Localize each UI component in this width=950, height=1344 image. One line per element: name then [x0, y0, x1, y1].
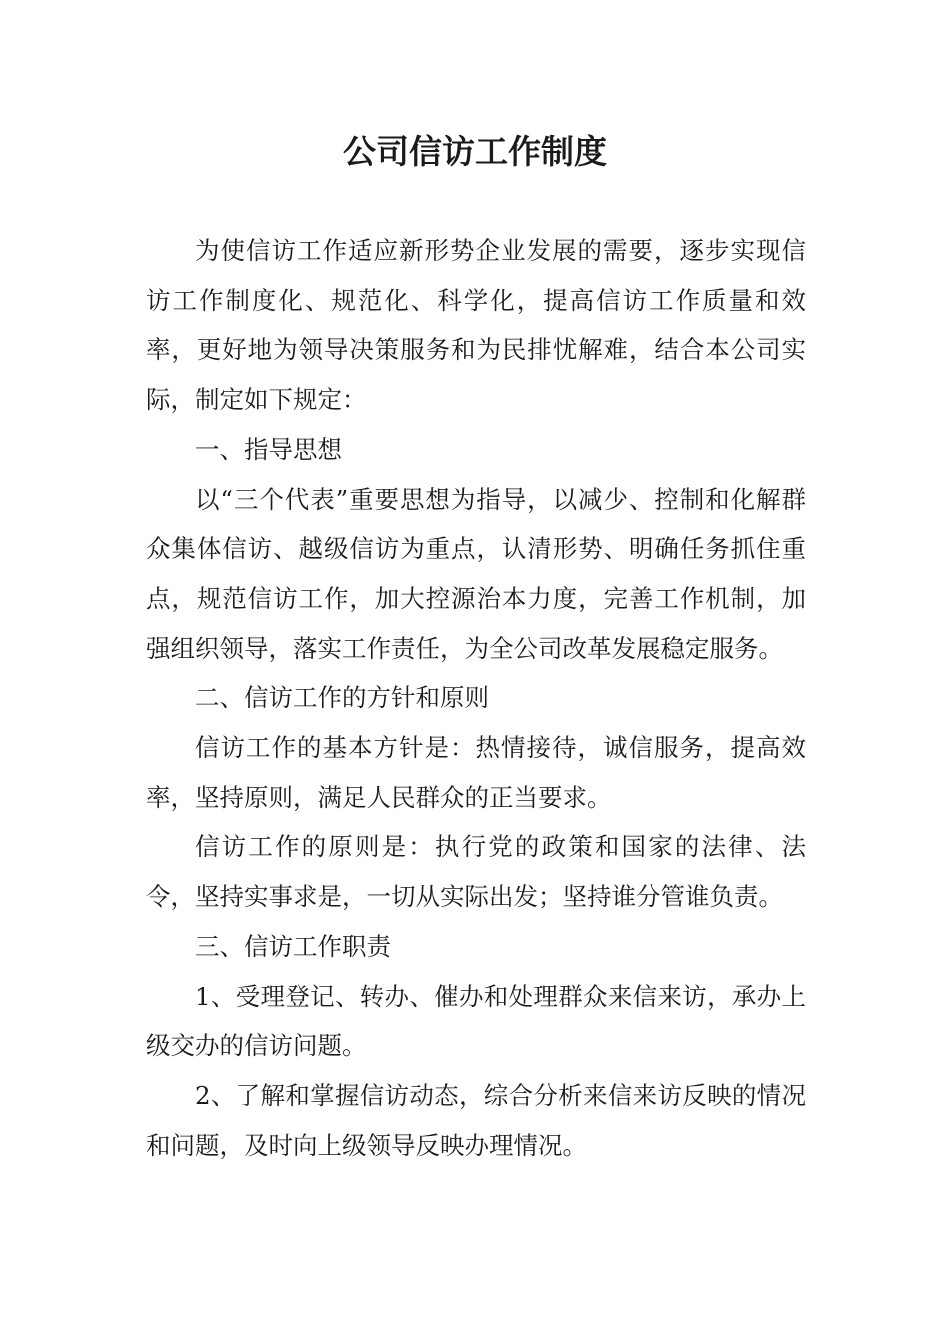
document-title: 公司信访工作制度: [343, 132, 607, 171]
section-heading-duties: 三、信访工作职责: [195, 931, 391, 961]
basic-policy-paragraph: 信访工作的基本方针是：热情接待，诚信服务，提高效率，坚持原则，满足人民群众的正当要求。: [146, 733, 806, 812]
principles-paragraph: 信访工作的原则是：执行党的政策和国家的法律、法令，坚持实事求是，一切从实际出发；坚持谁分管谁负责。: [146, 832, 806, 912]
duty-item-2: 2、了解和掌握信访动态，综合分析来信来访反映的情况和问题，及时向上级领导反映办理情况。: [146, 1080, 806, 1160]
document-body: [146, 226, 806, 1170]
duty-item-1: 1、受理登记、转办、催办和处理群众来信来访，承办上级交办的信访问题。: [146, 981, 806, 1061]
intro-paragraph: 为使信访工作适应新形势企业发展的需要，逐步实现信访工作制度化、规范化、科学化，提高信访工作质量和效率，更好地为领导决策服务和为民排忧解难，结合本公司实际，制定如下规定：: [146, 236, 806, 415]
guiding-thought-paragraph: 以“三个代表”重要思想为指导，以减少、控制和化解群众集体信访、越级信访为重点，认清形势、明确任务抓住重点，规范信访工作，加大控源治本力度，完善工作机制，加强组织领导，落实工作责任，为全公司改革发展稳定服务。: [146, 484, 806, 663]
section-heading-guiding-thought: 一、指导思想: [195, 434, 342, 464]
section-heading-principles: 二、信访工作的方针和原则: [195, 683, 489, 713]
